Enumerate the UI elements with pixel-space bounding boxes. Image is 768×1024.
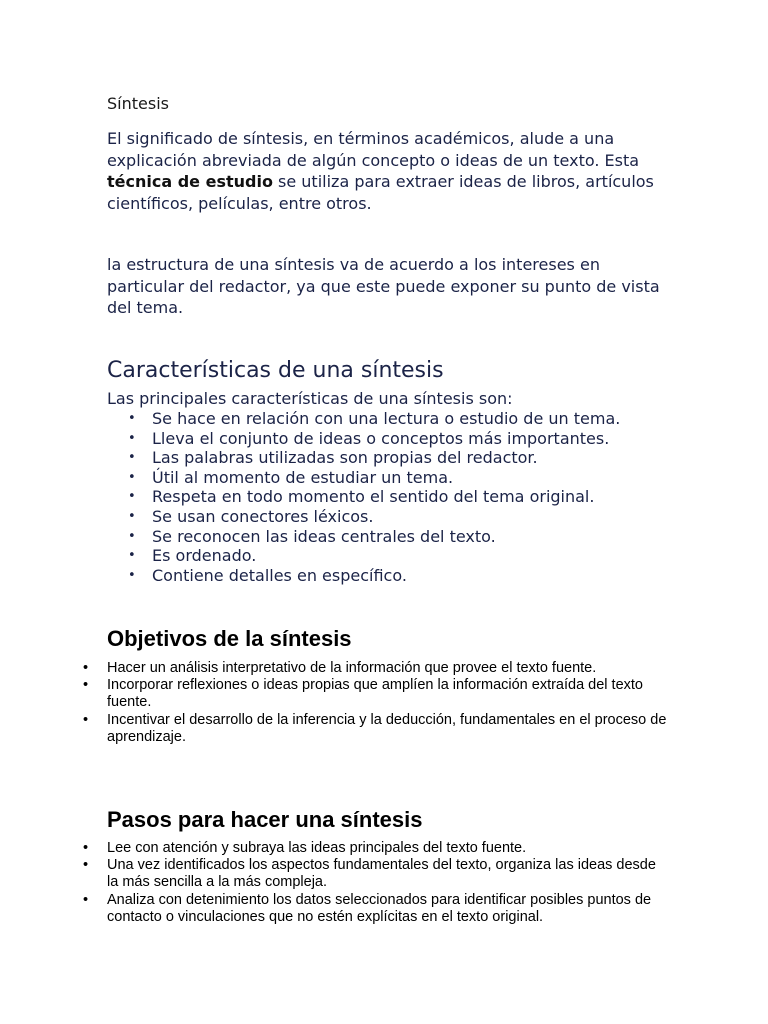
list-item: • Una vez identificados los aspectos fundamentales del texto, organiza las ideas desde la más sencilla a la más compleja. [107, 857, 667, 891]
list-item: • Las palabras utilizadas son propias del redactor. [107, 448, 620, 468]
list-item: • Analiza con detenimiento los datos seleccionados para identificar posibles puntos de contacto o vinculaciones que no estén explícitas en el texto original. [107, 892, 667, 926]
list-item: • Se usan conectores léxicos. [107, 507, 620, 527]
characteristics-heading: Características de una síntesis [107, 358, 444, 383]
document-title: Síntesis [107, 94, 169, 113]
list-item: • Se reconocen las ideas centrales del texto. [107, 527, 620, 547]
list-item: • Hacer un análisis interpretativo de la información que provee el texto fuente. [107, 660, 667, 677]
definition-text-end: se utiliza para extraer ideas de libros, artículos científicos, películas, entre otros. [107, 172, 654, 213]
objectives-heading: Objetivos de la síntesis [107, 626, 352, 651]
characteristics-intro: Las principales características de una síntesis son: [107, 389, 513, 408]
list-item: • Se hace en relación con una lectura o estudio de un tema. [107, 409, 620, 429]
list-item: • Lleva el conjunto de ideas o conceptos más importantes. [107, 429, 620, 449]
structure-paragraph: la estructura de una síntesis va de acuerdo a los intereses en particular del redactor, ya que este puede exponer su punto de vista del tema. [107, 255, 660, 317]
list-item: • Contiene detalles en específico. [107, 566, 620, 586]
list-item: • Útil al momento de estudiar un tema. [107, 468, 620, 488]
objectives-list [107, 660, 667, 746]
definition-paragraph [107, 128, 667, 214]
list-item: • Es ordenado. [107, 546, 620, 566]
steps-list [107, 840, 667, 926]
characteristics-list [107, 409, 620, 585]
list-item: • Respeta en todo momento el sentido del tema original. [107, 487, 620, 507]
list-item: • Incentivar el desarrollo de la inferencia y la deducción, fundamentales en el proceso de aprendizaje. [107, 712, 667, 746]
definition-bold-term: técnica de estudio [107, 172, 273, 191]
list-item: • Incorporar reflexiones o ideas propias que amplíen la información extraída del texto fuente. [107, 677, 667, 711]
definition-text-start: El significado de síntesis, en términos académicos, alude a una explicación abreviada de algún concepto o ideas de un texto. Esta [107, 129, 640, 170]
list-item: • Lee con atención y subraya las ideas principales del texto fuente. [107, 840, 667, 857]
steps-heading: Pasos para hacer una síntesis [107, 807, 423, 832]
